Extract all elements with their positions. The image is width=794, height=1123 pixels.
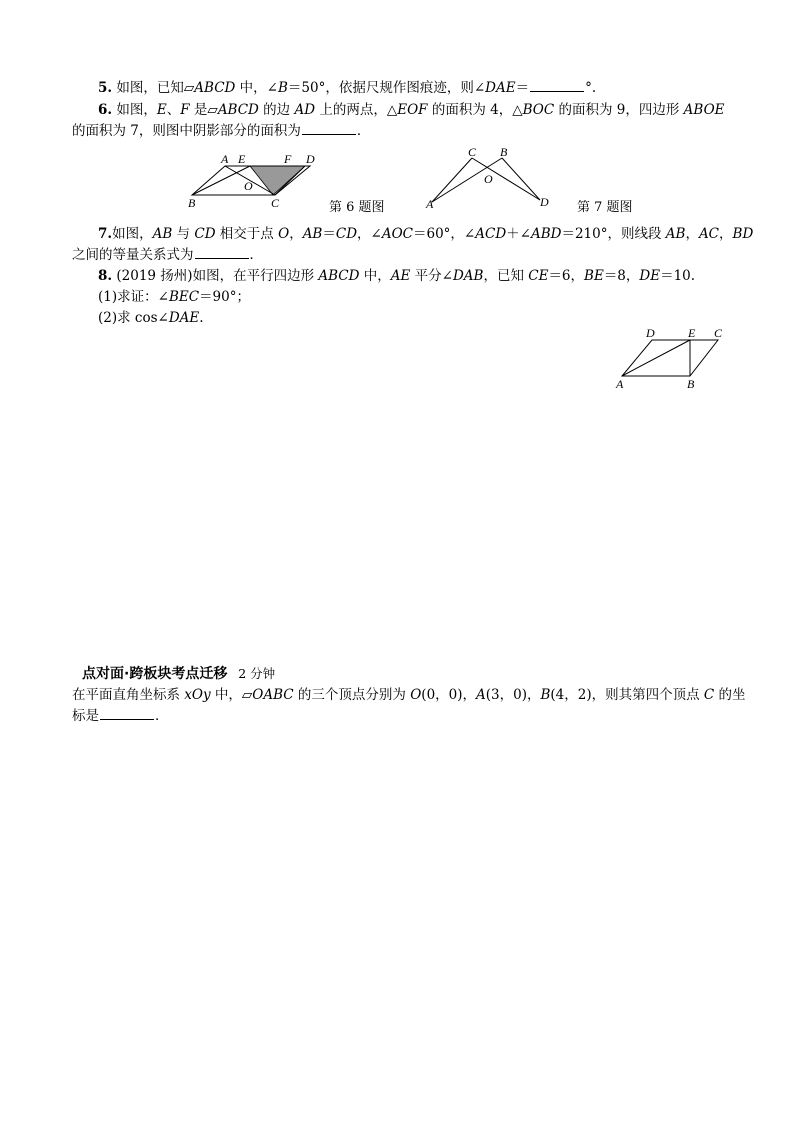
question-number: 7. <box>98 226 113 242</box>
question-7-line-2: 之间的等量关系式为 ． <box>72 247 263 263</box>
question-6: 6. 如图，E、F 是▱ABCD 的边 AD 上的两点，△EOF 的面积为 4，△BOC 的面积为 9，四边形 ABOE <box>98 102 725 118</box>
question-9-line-2: 标是 ． <box>72 708 169 724</box>
answer-blank[interactable] <box>195 246 249 259</box>
question-8-part-1: (1)求证：∠BEC＝90°； <box>98 289 250 305</box>
segment-ac <box>432 158 472 202</box>
question-8-part-2: (2)求 cos∠DAE. <box>98 310 204 326</box>
shaded-triangle <box>250 166 305 195</box>
figure-6-caption: 第 6 题图 <box>329 200 385 215</box>
label-b: B <box>687 377 695 391</box>
question-5: 5. 如图，已知▱ABCD 中，∠B＝50°，依据尺规作图痕迹，则∠DAE＝ °. <box>98 80 597 96</box>
section-header <box>82 663 275 683</box>
label-b: B <box>188 196 196 210</box>
label-b: B <box>500 145 508 159</box>
label-f: F <box>284 152 292 166</box>
segment-bd <box>502 158 540 200</box>
label-c: C <box>714 326 723 340</box>
answer-blank[interactable] <box>530 79 584 92</box>
label-o: O <box>484 172 493 186</box>
question-6-line-2: 的面积为 7，则图中阴影部分的面积为 ． <box>72 123 371 139</box>
section-title: 点对面·跨板块考点迁移 <box>82 666 228 682</box>
figure-7-caption: 第 7 题图 <box>577 200 633 215</box>
segment-cd <box>472 158 540 200</box>
question-8: 8. (2019 扬州)如图，在平行四边形 ABCD 中，AE 平分∠DAB，已知 CE＝6，BE＝8，DE＝10. <box>98 268 696 284</box>
parallelogram <box>622 340 718 376</box>
label-a: A <box>616 377 624 391</box>
question-7: 7.如图，AB 与 CD 相交于点 O，AB＝CD，∠AOC＝60°，∠ACD＋∠ABD＝210°，则线段 AB，AC，BD <box>98 226 754 242</box>
question-9: 在平面直角坐标系 xOy 中，▱OABC 的三个顶点分别为 O(0，0)，A(3，0)，B(4，2)，则其第四个顶点 C 的坐 <box>72 687 746 703</box>
question-number: 5. <box>98 80 113 96</box>
label-e: E <box>688 326 696 340</box>
question-number: 6. <box>98 102 113 118</box>
section-time: 2 分钟 <box>238 666 276 681</box>
segment-ae <box>622 340 690 376</box>
label-c: C <box>271 196 280 210</box>
figure-8 <box>610 325 730 391</box>
answer-blank[interactable] <box>100 707 154 720</box>
segment-be <box>192 166 250 195</box>
figure-6 <box>185 148 335 210</box>
label-a: A <box>426 197 434 211</box>
label-o: O <box>244 179 253 193</box>
label-d: D <box>646 326 655 340</box>
label-e: E <box>238 152 246 166</box>
figure-7 <box>420 144 555 212</box>
answer-blank[interactable] <box>302 122 356 135</box>
question-number: 8. <box>98 268 113 284</box>
label-d: D <box>540 195 549 209</box>
label-c: C <box>468 145 477 159</box>
label-a: A <box>221 152 229 166</box>
label-d: D <box>306 152 315 166</box>
